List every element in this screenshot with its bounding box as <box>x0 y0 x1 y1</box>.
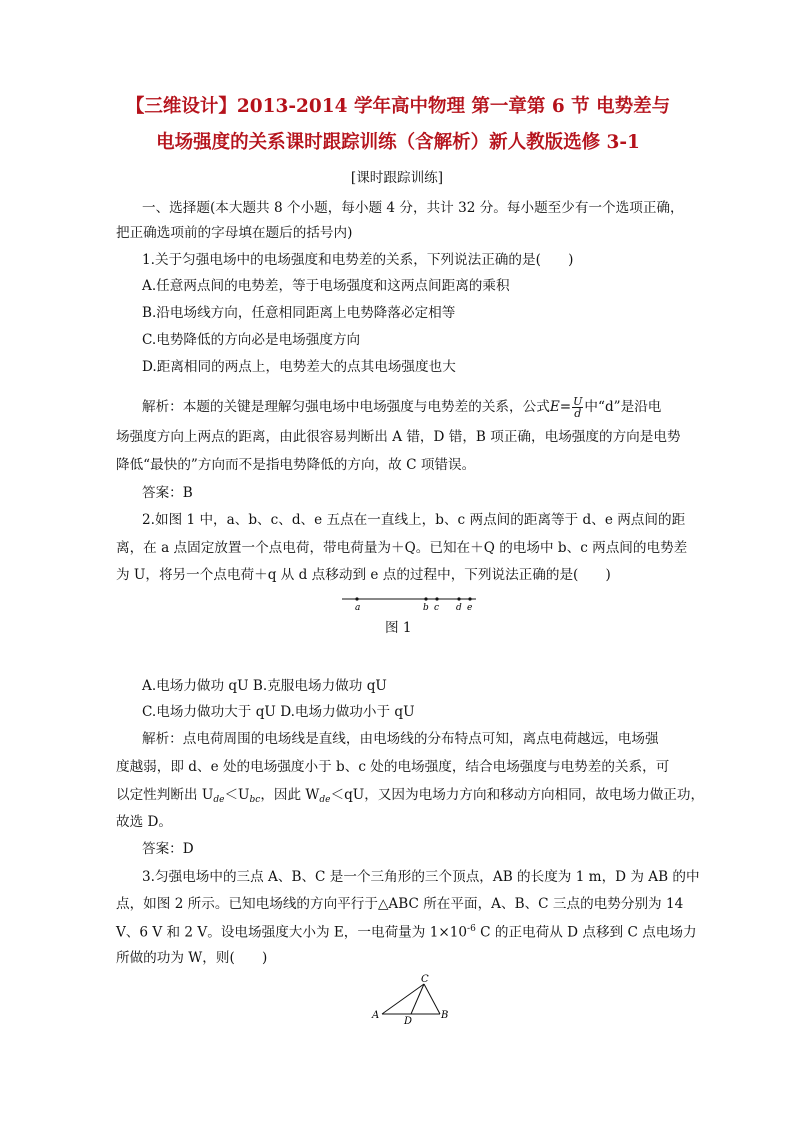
point-d <box>457 597 460 600</box>
label-A: A <box>372 1010 380 1021</box>
label-d: d <box>456 603 462 613</box>
q1-analysis-line-3: 降低“最快的”方向而不是指电势降低的方向，故 C 项错误。 <box>116 457 476 473</box>
point-c <box>435 597 438 600</box>
q3-line-3 <box>116 925 697 940</box>
q2-analysis-3d: ＜qU，又因为电场力方向和移动方向相同，故电场力做正功， <box>330 787 705 803</box>
q1-option-c: C.电势降低的方向必是电场强度方向 <box>142 332 361 348</box>
q3-line-2: 点，如图 2 所示。已知电场线的方向平行于△ABC 所在平面，A、B、C 三点的电势分别为 14 <box>116 896 684 912</box>
figure-2-triangle <box>368 972 452 1024</box>
q2-analysis-line-1: 解析：点电荷周围的电场线是直线，由电场线的分布特点可知，离点电荷越远，电场强 <box>142 731 659 747</box>
section-intro-line-2: 把正确选项前的字母填在题后的括号内) <box>116 225 353 241</box>
q3-line-1: 3.匀强电场中的三点 A、B、C 是一个三角形的三个顶点，AB 的长度为 1 m，D 为 AB 的中 <box>142 869 700 885</box>
formula-numerator: U <box>573 395 583 408</box>
label-a: a <box>355 603 361 613</box>
q2-line-1: 2.如图 1 中，a、b、c、d、e 五点在一直线上，b、c 两点间的距离等于 d、e 两点间的距 <box>142 512 686 528</box>
title-line-2: 电场强度的关系课时跟踪训练（含解析）新人教版选修 3-1 <box>156 132 640 153</box>
label-C: C <box>421 974 429 985</box>
q2-answer: 答案：D <box>142 841 194 857</box>
title-line-1: 【三维设计】2013-2014 学年高中物理 第一章第 6 节 电势差与 <box>125 96 671 117</box>
subscript-de-w: de <box>319 795 331 805</box>
q2-options-line-2: C.电场力做功大于 qU D.电场力做功小于 qU <box>142 704 415 720</box>
q3-line-3b: C 的正电荷从 D 点移到 C 点电场力 <box>475 924 697 941</box>
q2-line-2: 离，在 a 点固定放置一个点电荷，带电荷量为＋Q。已知在＋Q 的电场中 b、c 两点间的电势差 <box>116 540 688 556</box>
q1-stem: 1.关于匀强电场中的电场强度和电势差的关系，下列说法正确的是( ) <box>142 252 574 268</box>
point-b <box>424 597 427 600</box>
q2-analysis-line-3 <box>116 789 704 805</box>
subtitle: [课时跟踪训练] <box>350 170 444 186</box>
side-bc <box>424 984 440 1014</box>
subscript-bc: bc <box>249 795 261 805</box>
q1-option-b: B.沿电场线方向，任意相同距离上电势降落必定相等 <box>142 305 456 321</box>
formula-denominator: d <box>574 407 582 420</box>
label-c: c <box>434 603 440 613</box>
figure-1-line-diagram <box>340 593 480 613</box>
q2-line-3: 为 U，将另一个点电荷＋q 从 d 点移动到 e 点的过程中，下列说法正确的是( ) <box>116 567 611 583</box>
q1-analysis-line-2: 场强度方向上两点的距离，由此很容易判断出 A 错，D 错，B 项正确，电场强度的方向是电势 <box>116 429 681 445</box>
point-e <box>468 597 471 600</box>
q2-options-line-1: A.电场力做功 qU B.克服电场力做功 qU <box>142 678 387 694</box>
formula-fraction <box>572 396 583 419</box>
q2-analysis-line-2: 度越弱，即 d、e 处的电场强度小于 b、c 处的电场强度，结合电场强度与电势差的关系，可 <box>116 759 670 775</box>
label-D: D <box>404 1016 413 1024</box>
q1-analysis-text-a: 解析：本题的关键是理解匀强电场中电场强度与电势差的关系，公式 <box>142 399 550 415</box>
q3-exponent: -6 <box>467 924 476 934</box>
label-e: e <box>467 603 473 613</box>
q1-analysis-text-b: 中“d”是沿电 <box>584 399 662 415</box>
q2-analysis-3c: ，因此 W <box>260 787 320 803</box>
q1-option-d: D.距离相同的两点上，电势差大的点其电场强度也大 <box>142 359 456 375</box>
q2-analysis-3b: ＜U <box>224 787 250 803</box>
label-B: B <box>441 1010 449 1021</box>
q3-line-3a: V、6 V 和 2 V。设电场强度大小为 E，一电荷量为 1×10 <box>116 924 468 941</box>
figure-1-caption: 图 1 <box>385 620 412 636</box>
q1-option-a: A.任意两点间的电势差，等于电场强度和这两点间距离的乘积 <box>142 278 510 294</box>
q2-analysis-line-4: 故选 D。 <box>116 814 173 830</box>
section-intro-line-1: 一、选择题(本大题共 8 个小题，每小题 4 分，共计 32 分。每小题至少有一个选项正确， <box>142 200 684 216</box>
q1-answer: 答案：B <box>142 485 193 501</box>
q1-analysis-line-1: 解析：本题的关键是理解匀强电场中电场强度与电势差的关系，公式E= $\frac{U}{d}$ 中“d”是沿电 <box>142 395 662 420</box>
subscript-de: de <box>213 795 225 805</box>
point-a <box>355 597 358 600</box>
q2-analysis-3a: 以定性判断出 U <box>116 787 214 803</box>
q3-line-4: 所做的功为 W，则( ) <box>116 950 268 966</box>
formula-lhs: E <box>549 399 560 415</box>
label-b: b <box>423 603 429 613</box>
